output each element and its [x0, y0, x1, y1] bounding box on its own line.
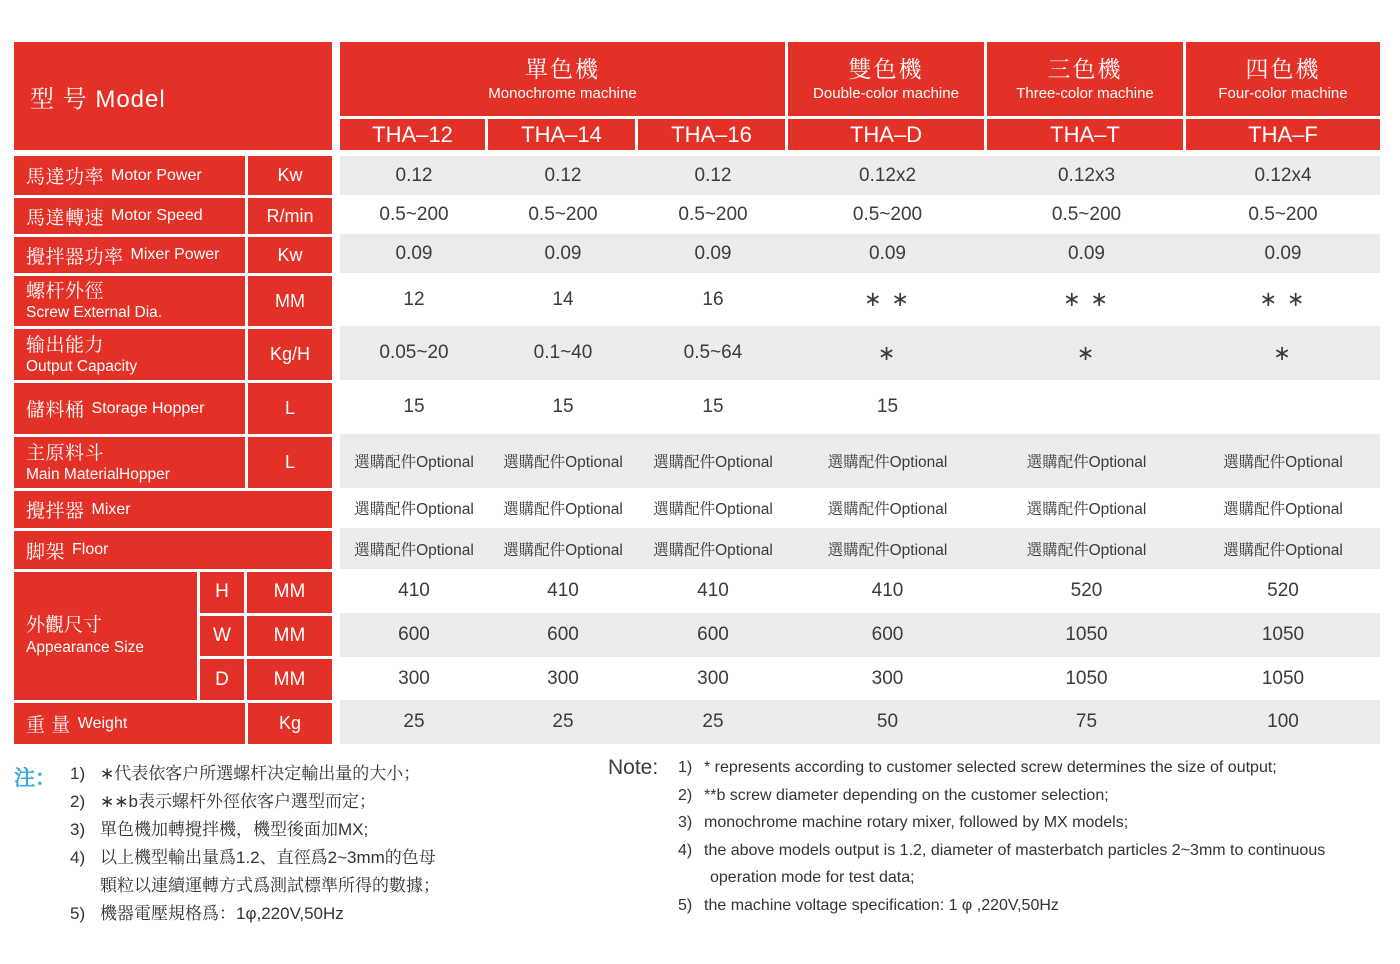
cell: 0.09 [395, 242, 433, 264]
row-label-en: Mixer Power [130, 246, 220, 263]
note-num: 5) [70, 904, 86, 923]
row-label [14, 488, 332, 528]
row-label-en: Weight [77, 714, 128, 732]
row-label [14, 700, 245, 744]
row-storage-hopper [14, 380, 1380, 434]
row-label-zh: 输出能力 [26, 334, 105, 356]
row-label-zh: 儲料桶 [26, 400, 85, 421]
group-zh: 雙色機 [848, 56, 924, 82]
cell: 600 [871, 624, 904, 645]
row-label [14, 434, 245, 488]
row-label-zh: 脚架 [26, 541, 66, 563]
row-values [340, 380, 1380, 434]
cell: 選購配件Optional [503, 501, 623, 518]
dimension-unit-column [244, 572, 332, 700]
appearance-values [340, 569, 1380, 700]
cell: 16 [702, 288, 724, 310]
row-label [14, 380, 245, 434]
row-unit: L [245, 434, 332, 488]
row-values [340, 234, 1380, 273]
row-unit: Kg/H [245, 326, 332, 380]
row-mixer-power [14, 234, 1380, 273]
row-label-en: Motor Power [111, 166, 202, 184]
row-width-values [340, 613, 1380, 657]
machine-group-row [340, 42, 1380, 116]
row-values [340, 488, 1380, 528]
note-line [70, 788, 440, 816]
group-zh: 單色機 [525, 56, 600, 82]
group-double [788, 42, 984, 116]
row-label-en: Motor Speed [111, 207, 203, 224]
cell: 選購配件Optional [1026, 454, 1147, 471]
row-label-zh: 螺杆外徑 [26, 281, 105, 302]
cell: 0.5~200 [852, 203, 923, 225]
cell: 12 [403, 288, 425, 310]
cell: 選購配件Optional [1026, 501, 1147, 518]
row-label [14, 326, 245, 380]
dim-d: D [200, 656, 244, 700]
group-en: Four-color machine [1218, 85, 1348, 102]
group-en: Double-color machine [813, 85, 959, 102]
cell: 300 [871, 667, 904, 689]
group-zh: 三色機 [1047, 56, 1123, 82]
unit-mm: MM [273, 581, 306, 603]
cell: 600 [697, 624, 729, 645]
dim-h: H [215, 581, 229, 603]
cell: 600 [398, 624, 430, 645]
row-height-values [340, 569, 1380, 613]
unit-mm: MM [247, 656, 332, 700]
note-text: * represents according to customer selected screw determines the size of output; [704, 759, 1277, 776]
note-text: 機器電壓規格爲：1φ,220V,50Hz [100, 904, 344, 923]
row-main-hopper [14, 434, 1380, 488]
cell: 0.5~200 [379, 203, 449, 225]
model-header-cell: 型 号 Model [14, 42, 332, 150]
cell: 0.09 [694, 242, 732, 264]
cell: 0.1~40 [533, 342, 593, 363]
row-label [14, 528, 332, 569]
cell: 100 [1267, 711, 1299, 732]
model-that: THA–T [987, 119, 1183, 150]
note-num: 3) [70, 820, 86, 839]
group-en: Monochrome machine [488, 85, 637, 102]
row-label-zh: 馬達功率 [26, 167, 105, 188]
cell: 0.12 [544, 164, 582, 186]
cell [987, 380, 1186, 434]
cell: 300 [697, 667, 729, 689]
row-values [340, 326, 1380, 380]
group-en: Three-color machine [1016, 85, 1154, 102]
row-unit: MM [245, 273, 332, 326]
cell: 15 [552, 396, 574, 417]
notes-chinese [14, 760, 440, 928]
cell: 0.12 [395, 164, 433, 186]
cell: 25 [552, 711, 574, 732]
row-label-en: Storage Hopper [91, 399, 205, 417]
cell: 410 [398, 580, 430, 601]
cell: 0.05~20 [379, 342, 449, 363]
row-mixer [14, 488, 1380, 528]
row-values [340, 156, 1380, 195]
spec-table [14, 42, 1380, 744]
cell: 75 [1075, 711, 1098, 732]
table-body [14, 156, 1380, 744]
row-depth-values [340, 657, 1380, 700]
cell: 選購配件Optional [503, 541, 623, 559]
row-values [340, 195, 1380, 234]
cell: 0.5~200 [1248, 203, 1318, 225]
row-values [340, 700, 1380, 744]
row-unit: R/min [245, 195, 332, 234]
notes-english [608, 754, 1325, 919]
note-num: 4) [70, 848, 86, 867]
row-unit: Kw [245, 234, 332, 273]
cell [1186, 380, 1380, 434]
group-zh: 四色機 [1245, 56, 1321, 82]
note-text: **b screw diameter depending on the customer selection; [704, 786, 1109, 804]
table-header [14, 42, 1380, 150]
cell: 25 [702, 711, 724, 732]
model-thaf: THA–F [1186, 119, 1380, 150]
cell: 選購配件Optional [503, 454, 623, 471]
row-label [14, 195, 245, 234]
row-values [340, 273, 1380, 326]
note-text: operation mode for test data; [710, 869, 915, 886]
cell: 選購配件Optional [1223, 541, 1343, 559]
cell: ∗ [877, 341, 898, 365]
cell: 410 [547, 580, 579, 601]
row-label-zh: 重 量 [26, 715, 71, 736]
row-label-zh: 馬達轉速 [26, 207, 105, 229]
note-text: ∗代表依客户所選螺杆决定輸出量的大小； [100, 764, 421, 783]
notes-zh-marker: 注： [14, 767, 56, 790]
note-num: 1) [678, 759, 693, 776]
row-label [14, 572, 197, 700]
row-label-en: Screw External Dia. [26, 304, 163, 321]
unit-mm: MM [247, 613, 332, 657]
header-right [340, 42, 1380, 150]
cell: 0.09 [1264, 242, 1302, 264]
cell: ∗ ∗ [863, 288, 912, 311]
cell: 15 [403, 396, 425, 417]
cell: 520 [1070, 580, 1103, 601]
note-text: the machine voltage specification: 1 φ ,220V,50Hz [704, 896, 1059, 914]
note-line [70, 900, 440, 928]
note-text: 單色機加轉攪拌機，機型後面加MX; [100, 820, 369, 839]
model-name-row [340, 119, 1380, 150]
cell: 50 [876, 711, 899, 732]
cell: 選購配件Optional [1026, 541, 1147, 559]
model-thad: THA–D [788, 119, 984, 150]
cell: 0.5~64 [683, 342, 743, 363]
appearance-label-block [14, 569, 332, 700]
model-tha12: THA–12 [340, 119, 485, 150]
row-label-en: Main MaterialHopper [26, 465, 170, 483]
cell: 0.12x3 [1057, 164, 1116, 186]
note-num: 4) [678, 841, 693, 859]
row-label-zh: 主原料斗 [26, 442, 105, 464]
cell: 選購配件Optional [827, 501, 948, 518]
dimension-column [197, 572, 244, 700]
note-text: ∗∗b表示螺杆外徑依客户選型而定； [100, 792, 376, 811]
note-line [678, 809, 1325, 837]
row-unit: Kg [245, 700, 332, 744]
group-monochrome [340, 42, 785, 116]
note-num: 3) [678, 814, 693, 831]
notes-en-marker: Note: [608, 756, 659, 779]
row-values [340, 434, 1380, 488]
note-line [678, 892, 1325, 920]
note-num [70, 872, 100, 900]
cell: 選購配件Optional [354, 541, 474, 559]
note-text: monochrome machine rotary mixer, followed by MX models; [704, 814, 1129, 831]
cell: ∗ ∗ [1062, 288, 1111, 311]
group-four [1186, 42, 1380, 116]
note-line [678, 782, 1325, 810]
row-label-zh: 外觀尺寸 [26, 615, 103, 636]
row-appearance-size [14, 569, 1380, 700]
cell: 0.12 [694, 164, 732, 186]
cell: 選購配件Optional [354, 501, 474, 518]
cell: 15 [876, 396, 899, 417]
row-output-capacity [14, 326, 1380, 380]
cell: 0.09 [869, 242, 906, 264]
cell: 選購配件Optional [1223, 501, 1343, 518]
row-floor [14, 528, 1380, 569]
note-num: 2) [678, 786, 693, 804]
notes-en-list [678, 754, 1325, 919]
cell: 300 [547, 667, 579, 689]
notes-zh-list [70, 760, 440, 928]
cell: 410 [697, 580, 729, 601]
row-label-en: Appearance Size [26, 639, 145, 656]
dim-w: W [200, 613, 244, 657]
note-text: 顆粒以連續運轉方式爲測試標準所得的數據； [100, 876, 440, 895]
cell: 1050 [1261, 667, 1305, 689]
row-motor-speed [14, 195, 1380, 234]
row-label [14, 234, 245, 273]
note-num: 5) [678, 896, 693, 914]
cell: 選購配件Optional [354, 454, 474, 471]
note-line [70, 844, 440, 872]
note-line [70, 760, 440, 788]
note-line [678, 754, 1325, 782]
cell: ∗ [1076, 341, 1097, 365]
cell: 0.09 [544, 242, 582, 264]
row-label-en: Mixer [91, 500, 131, 518]
model-tha14: THA–14 [488, 119, 635, 150]
row-weight [14, 700, 1380, 744]
cell: 0.5~200 [678, 203, 748, 225]
cell: 14 [552, 288, 574, 310]
row-screw-dia [14, 273, 1380, 326]
note-line [678, 837, 1325, 865]
row-label-en: Floor [72, 541, 109, 558]
cell: 300 [398, 667, 430, 689]
cell: 選購配件Optional [1223, 454, 1343, 471]
cell: 15 [702, 396, 724, 417]
row-unit: L [245, 380, 332, 434]
cell: 0.09 [1068, 242, 1105, 264]
row-label [14, 156, 245, 195]
row-values [340, 528, 1380, 569]
row-label-zh: 攪拌器功率 [26, 246, 124, 268]
cell: 選購配件Optional [653, 454, 773, 471]
cell: 選購配件Optional [653, 541, 773, 559]
note-line [70, 872, 440, 900]
cell: 0.12x4 [1254, 164, 1312, 186]
cell: 0.12x2 [858, 164, 917, 186]
cell: 1050 [1261, 624, 1305, 645]
note-line [70, 816, 440, 844]
cell: 選購配件Optional [653, 501, 773, 518]
model-tha16: THA–16 [638, 119, 785, 150]
cell: 0.5~200 [1051, 203, 1122, 225]
row-motor-power [14, 156, 1380, 195]
cell: 選購配件Optional [827, 541, 948, 559]
cell: 選購配件Optional [827, 454, 948, 471]
group-three [987, 42, 1183, 116]
cell: 600 [547, 624, 579, 645]
row-unit: Kw [245, 156, 332, 195]
note-line [678, 864, 1325, 892]
note-num [678, 864, 704, 892]
cell: ∗ [1273, 341, 1293, 365]
cell: 520 [1267, 580, 1299, 601]
note-text: 以上機型輸出量爲1.2、直徑爲2~3mm的色母 [100, 848, 436, 867]
cell: 1050 [1065, 624, 1108, 645]
cell: 410 [871, 580, 904, 601]
cell: 1050 [1065, 667, 1108, 689]
cell: 0.5~200 [528, 203, 598, 225]
note-text: the above models output is 1.2, diameter of masterbatch particles 2~3mm to continuous [704, 841, 1326, 859]
note-num: 1) [70, 764, 86, 783]
row-label-en: Output Capacity [26, 357, 138, 375]
row-label-zh: 攪拌器 [26, 501, 85, 522]
cell: ∗ ∗ [1259, 288, 1307, 311]
row-label [14, 273, 245, 326]
cell: 25 [403, 711, 425, 732]
note-num: 2) [70, 792, 86, 811]
